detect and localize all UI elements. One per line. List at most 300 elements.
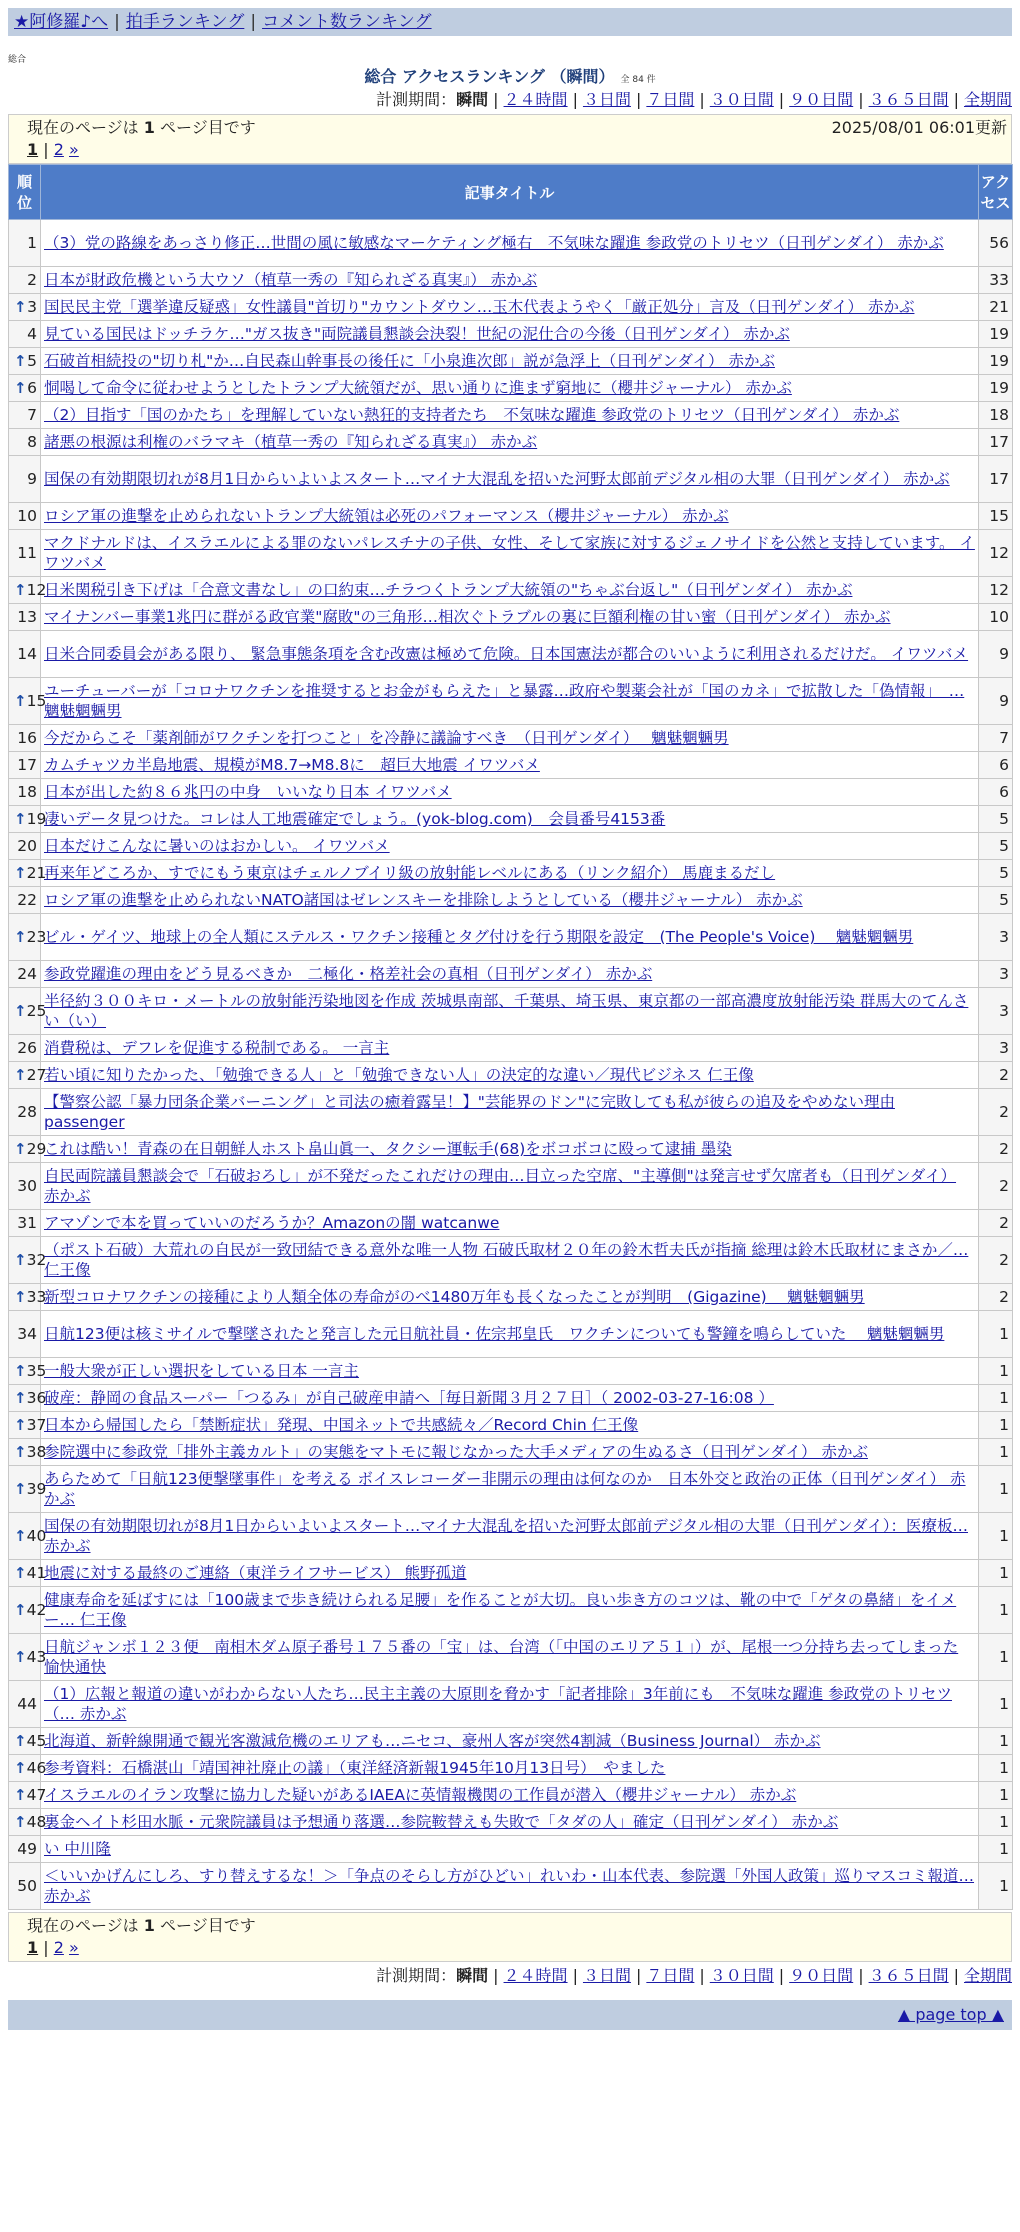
rank-cell: [9, 833, 41, 860]
top-nav-bar: [8, 8, 1012, 36]
table-row: [9, 752, 1013, 779]
title-cell: [41, 1035, 979, 1062]
rank-cell: [9, 1439, 47, 1466]
period-separator: |: [493, 1966, 499, 1985]
table-row: [9, 1681, 1013, 1728]
article-link[interactable]: 【警察公認「暴力団条企業バーニング」と司法の癒着露呈！】"芸能界のドン"に完敗しても私が彼らの追及をやめない理由 passenger: [44, 1093, 895, 1131]
rank-up-arrow-icon: ↑: [14, 1362, 27, 1380]
rank-number: 29: [26, 1140, 47, 1158]
rank-number: 18: [17, 783, 37, 801]
access-count: 2: [979, 1062, 1013, 1089]
table-row: [9, 1513, 1013, 1560]
title-cell: [41, 779, 979, 806]
rank-up-arrow-icon: ↑: [14, 1002, 27, 1020]
article-link[interactable]: アマゾンで本を買っていいのだろうか？Amazonの闇 watcanwe: [44, 1214, 500, 1232]
title-cell: [41, 914, 979, 961]
rank-cell: [9, 456, 41, 503]
rank-number: 24: [17, 965, 37, 983]
title-cell: [41, 725, 979, 752]
title-cell: [41, 1634, 979, 1681]
page-2-link[interactable]: 2: [53, 140, 64, 159]
title-cell: [41, 604, 979, 631]
article-link[interactable]: 石破首相続投の"切り札"か…自民森山幹事長の後任に「小泉進次郎」説が急浮上（日刊ゲンダイ） 赤かぶ: [44, 352, 775, 370]
article-link[interactable]: 恫喝して命令に従わせようとしたトランプ大統領だが、思い通りに進まず窮地に（櫻井ジャーナル） 赤かぶ: [44, 379, 792, 397]
rank-up-arrow-icon: ↑: [14, 581, 27, 599]
period-separator: |: [493, 90, 499, 109]
access-count: 5: [979, 887, 1013, 914]
title-cell: [41, 503, 979, 530]
access-count: 56: [979, 220, 1013, 267]
rank-cell: [9, 1210, 41, 1237]
period-link-1[interactable]: ３日間: [582, 90, 631, 109]
article-link[interactable]: 健康寿命を延ばすには「100歳まで歩き続けられる足腰」を作ることが大切。良い歩き方のコツは、靴の中で「ゲタの鼻緒」をイメー… 仁王像: [44, 1591, 957, 1629]
table-row: [9, 294, 1013, 321]
rank-number: 28: [17, 1103, 37, 1121]
rank-up-arrow-icon: ↑: [14, 1443, 27, 1461]
article-link[interactable]: ロシア軍の進撃を止められないNATO諸国はゼレンスキーを排除しようとしている（櫻井ジャーナル） 赤かぶ: [44, 891, 803, 909]
rank-number: 42: [26, 1601, 47, 1619]
article-link[interactable]: 参政党躍進の理由をどう見るべきか 二極化・格差社会の真相（日刊ゲンダイ） 赤かぶ: [44, 965, 653, 983]
access-count: 1: [979, 1439, 1013, 1466]
nav-separator: |: [250, 12, 257, 32]
article-link[interactable]: 日本が財政危機という大ウソ（植草一秀の『知られざる真実』） 赤かぶ: [44, 271, 538, 289]
rank-number: 31: [17, 1214, 37, 1232]
rank-up-arrow-icon: ↑: [14, 864, 27, 882]
article-link[interactable]: ビル・ゲイツ、地球上の全人類にステルス・ワクチン接種とタグ付けを行う期限を設定 (The People's Voice) 魑魅魍魎男: [44, 928, 914, 946]
access-count: 12: [979, 530, 1013, 577]
article-link[interactable]: 再来年どころか、すでにもう東京はチェルノブイリ級の放射能レベルにある（リンク紹介） 馬鹿まるだし: [44, 864, 776, 882]
table-row: [9, 503, 1013, 530]
table-row: [9, 429, 1013, 456]
access-count: 2: [979, 1136, 1013, 1163]
access-count: 3: [979, 1035, 1013, 1062]
article-link[interactable]: 自民両院議員懇談会で「石破おろし」が不発だったこれだけの理由…目立った空席、"主導側"は発言せず欠席者も（日刊ゲンダイ） 赤かぶ: [44, 1167, 957, 1205]
access-count: 2: [979, 1284, 1013, 1311]
access-count: 19: [979, 348, 1013, 375]
rank-number: 17: [17, 756, 37, 774]
title-cell: [41, 1385, 979, 1412]
rank-cell: [9, 530, 41, 577]
article-link[interactable]: （3）党の路線をあっさり修正…世間の風に敏感なマーケティング極右 不気味な躍進 参政党のトリセツ（日刊ゲンダイ） 赤かぶ: [44, 234, 944, 252]
article-link[interactable]: 凄いデータ見つけた。コレは人工地震確定でしょう。(yok-blog.com) 会員番号4153番: [44, 810, 666, 828]
access-count: 2: [979, 1163, 1013, 1210]
table-row: [9, 1782, 1013, 1809]
rank-number: 10: [17, 507, 37, 525]
rank-cell: [9, 1513, 47, 1560]
article-link[interactable]: 若い頃に知りたかった、「勉強できる人」と「勉強できない人」の決定的な違い／現代ビジネス 仁王像: [44, 1066, 754, 1084]
access-count: 9: [979, 678, 1013, 725]
title-cell: [41, 429, 979, 456]
pager-top: 現在のページは 1 ページ目です 2025/08/01 06:01更新 1 | 2 »: [8, 114, 1012, 164]
period-separator: |: [953, 1966, 959, 1985]
period-link-5[interactable]: ３６５日間: [868, 1966, 949, 1985]
article-link[interactable]: ＜いいかげんにしろ、すり替えするな！＞「争点のそらし方がひどい」れいわ・山本代表、参院選「外国人政策」巡りマスコミ報道… 赤かぶ: [44, 1867, 975, 1905]
article-link[interactable]: イスラエルのイラン攻撃に協力した疑いがあるIAEAに英情報機関の工作員が潜入（櫻井ジャーナル） 赤かぶ: [44, 1786, 797, 1804]
next-page-link[interactable]: »: [69, 140, 79, 159]
rank-number: 16: [17, 729, 37, 747]
article-link[interactable]: 北海道、新幹線開通で観光客激減危機のエリアも…ニセコ、豪州人客が突然4割減（Business Journal） 赤かぶ: [44, 1732, 821, 1750]
access-count: 1: [979, 1809, 1013, 1836]
rank-cell: [9, 887, 41, 914]
title-cell: [41, 988, 979, 1035]
period-label: 計測期間：: [376, 90, 457, 109]
access-count: 1: [979, 1385, 1013, 1412]
article-link[interactable]: （2）目指す「国のかたち」を理解していない熱狂的支持者たち 不気味な躍進 参政党のトリセツ（日刊ゲンダイ） 赤かぶ: [44, 406, 900, 424]
rank-cell: [9, 402, 41, 429]
access-count: 1: [979, 1560, 1013, 1587]
rank-up-arrow-icon: ↑: [14, 298, 27, 316]
article-link[interactable]: 日本だけこんなに暑いのはおかしい。 イワツバメ: [44, 837, 390, 855]
article-link[interactable]: 今だからこそ「薬剤師がワクチンを打つこと」を冷静に議論すべき （日刊ゲンダイ） 魑魅魍魎男: [44, 729, 729, 747]
title-cell: [41, 1728, 979, 1755]
title-cell: [41, 1836, 979, 1863]
clap-ranking-link[interactable]: 拍手ランキング: [125, 12, 245, 32]
rank-number: 50: [17, 1877, 37, 1895]
rank-cell: [9, 1089, 41, 1136]
title-cell: [41, 1681, 979, 1728]
rank-cell: [9, 1755, 47, 1782]
rank-number: 15: [26, 692, 47, 710]
title-cell: [41, 1863, 979, 1910]
article-link[interactable]: 日航ジャンボ１２３便 南相木ダム原子番号１７５番の「宝」は、台湾（「中国のエリア５１」）が、尾根一つ分持ち去ってしまった 愉快通快: [44, 1638, 959, 1676]
article-link[interactable]: 国保の有効期限切れが8月1日からいよいよスタート…マイナ大混乱を招いた河野太郎前デジタル相の大罪（日刊ゲンダイ） 赤かぶ: [44, 470, 950, 488]
rank-up-arrow-icon: ↑: [14, 1480, 27, 1498]
title-cell: [41, 678, 979, 725]
article-link[interactable]: ユーチューバーが「コロナワクチンを推奨するとお金がもらえた」と暴露…政府や製薬会社が「国のカネ」で拡散した「偽情報」 … 魑魅魍魎男: [44, 682, 965, 720]
rank-cell: [9, 725, 41, 752]
table-row: [9, 1587, 1013, 1634]
rank-cell: [9, 348, 41, 375]
access-count: 1: [979, 1863, 1013, 1910]
article-link[interactable]: 日米合同委員会がある限り、 緊急事態条項を含む改憲は極めて危険。日本国憲法が都合のいいように利用されるだけだ。 イワツバメ: [44, 645, 969, 663]
access-count: 1: [979, 1311, 1013, 1358]
period-separator: |: [572, 90, 578, 109]
table-row: [9, 1358, 1013, 1385]
article-link[interactable]: 諸悪の根源は利権のバラマキ（植草一秀の『知られざる真実』） 赤かぶ: [44, 433, 538, 451]
page-status: 現在のページは 1 ページ目です: [27, 1916, 256, 1935]
rank-up-arrow-icon: ↑: [14, 352, 27, 370]
rank-cell: [9, 577, 47, 604]
access-count: 9: [979, 631, 1013, 678]
title-cell: [41, 267, 979, 294]
table-row: [9, 1163, 1013, 1210]
title-cell: [41, 1237, 979, 1284]
table-row: [9, 321, 1013, 348]
table-row: [9, 1466, 1013, 1513]
rank-up-arrow-icon: ↑: [14, 1648, 27, 1666]
access-count: 12: [979, 577, 1013, 604]
article-link[interactable]: 裏金ヘイト杉田水脈・元衆院議員は予想通り落選…参院鞍替えも失敗で「タダの人」確定（日刊ゲンダイ） 赤かぶ: [44, 1813, 839, 1831]
period-separator: |: [858, 1966, 864, 1985]
rank-cell: [9, 1237, 47, 1284]
table-row: [9, 1728, 1013, 1755]
period-separator: |: [572, 1966, 578, 1985]
article-link[interactable]: 一般大衆が正しい選択をしている日本 一言主: [44, 1362, 359, 1380]
table-row: [9, 988, 1013, 1035]
access-count: 3: [979, 961, 1013, 988]
article-link[interactable]: マイナンバー事業1兆円に群がる政官業"腐敗"の三角形…相次ぐトラブルの裏に巨額利権の甘い蜜（日刊ゲンダイ） 赤かぶ: [44, 608, 891, 626]
title-cell: [41, 860, 979, 887]
rank-cell: [9, 220, 41, 267]
rank-number: 25: [26, 1002, 47, 1020]
rank-up-arrow-icon: ↑: [14, 1288, 27, 1306]
rank-up-arrow-icon: ↑: [14, 1066, 27, 1084]
rank-cell: [9, 1728, 47, 1755]
rank-cell: [9, 1412, 47, 1439]
access-count: 10: [979, 604, 1013, 631]
title-cell: [41, 1412, 979, 1439]
access-count: 3: [979, 914, 1013, 961]
title-cell: [41, 1210, 979, 1237]
rank-cell: [9, 1466, 47, 1513]
access-count: 6: [979, 752, 1013, 779]
rank-cell: [9, 1782, 47, 1809]
table-row: [9, 604, 1013, 631]
table-row: [9, 1210, 1013, 1237]
rank-cell: [9, 1836, 41, 1863]
page-title: [0, 66, 1020, 88]
rank-number: 19: [26, 810, 47, 828]
article-link[interactable]: 半径約３００キロ・メートルの放射能汚染地図を作成 茨城県南部、千葉県、埼玉県、東京都の一部高濃度放射能汚染 群馬大のてんさい（い）: [44, 992, 969, 1030]
rank-number: 48: [26, 1813, 47, 1831]
article-link[interactable]: 日米関税引き下げは「合意文書なし」の口約束…チラつくトランプ大統領の"ちゃぶ台返し"（日刊ゲンダイ） 赤かぶ: [44, 581, 853, 599]
rank-cell: [9, 1311, 41, 1358]
rank-number: 13: [17, 608, 37, 626]
title-cell: [41, 806, 979, 833]
period-separator: |: [778, 1966, 785, 1985]
access-count: 1: [979, 1358, 1013, 1385]
period-link-1[interactable]: ３日間: [582, 1966, 631, 1985]
access-count: 15: [979, 503, 1013, 530]
next-page-link[interactable]: »: [69, 1938, 79, 1957]
table-row: [9, 1836, 1013, 1863]
period-link-3[interactable]: ３０日間: [709, 90, 774, 109]
article-link[interactable]: 破産：静岡の食品スーパー「つるみ」が自己破産申請へ［毎日新聞３月２７日］（ 2002-03-27-16:08 ）: [44, 1389, 774, 1407]
rank-number: 3: [27, 298, 37, 316]
access-count: 6: [979, 779, 1013, 806]
article-link[interactable]: 消費税は、デフレを促進する税制である。 一言主: [44, 1039, 390, 1057]
rank-cell: [9, 914, 47, 961]
rank-number: 1: [27, 234, 37, 252]
rank-number: 9: [27, 470, 37, 488]
rank-number: 37: [26, 1416, 47, 1434]
col-rank-header: 順位: [9, 165, 41, 220]
title-cell: [41, 1311, 979, 1358]
article-link[interactable]: 見ている国民はドッチラケ…"ガス抜き"両院議員懇談会決裂！世紀の泥仕合の今後（日刊ゲンダイ） 赤かぶ: [44, 325, 790, 343]
table-row: [9, 1634, 1013, 1681]
rank-cell: [9, 1284, 47, 1311]
period-link-2[interactable]: ７日間: [646, 90, 695, 109]
period-separator: |: [635, 90, 642, 109]
period-link-5[interactable]: ３６５日間: [868, 90, 949, 109]
rank-number: 38: [26, 1443, 47, 1461]
rank-number: 20: [17, 837, 37, 855]
rank-number: 30: [17, 1177, 37, 1195]
article-link[interactable]: カムチャツカ半島地震、規模がM8.7→M8.8に 超巨大地震 イワツバメ: [44, 756, 540, 774]
period-link-0[interactable]: ２４時間: [503, 90, 568, 109]
rank-number: 27: [26, 1066, 47, 1084]
rank-cell: [9, 988, 47, 1035]
rank-up-arrow-icon: ↑: [14, 1564, 27, 1582]
rank-cell: [9, 1560, 47, 1587]
pager-bottom: 現在のページは 1 ページ目です 1 | 2 »: [8, 1912, 1012, 1962]
rank-number: 49: [17, 1840, 37, 1858]
access-count: 1: [979, 1836, 1013, 1863]
title-cell: [41, 961, 979, 988]
article-link[interactable]: 国民民主党「選挙違反疑惑」女性議員"首切り"カウントダウン…玉木代表ようやく「厳正処分」言及（日刊ゲンダイ） 赤かぶ: [44, 298, 915, 316]
table-row: [9, 1809, 1013, 1836]
rank-up-arrow-icon: ↑: [14, 1786, 27, 1804]
period-link-4[interactable]: ９０日間: [789, 1966, 854, 1985]
access-count: 1: [979, 1728, 1013, 1755]
title-cell: [41, 294, 979, 321]
rank-up-arrow-icon: ↑: [14, 1527, 27, 1545]
period-separator: |: [699, 1966, 705, 1985]
period-link-4[interactable]: ９０日間: [789, 90, 854, 109]
title-cell: [41, 1089, 979, 1136]
comment-ranking-link[interactable]: コメント数ランキング: [262, 12, 432, 32]
rank-up-arrow-icon: ↑: [14, 1732, 27, 1750]
rank-cell: [9, 503, 41, 530]
table-row: [9, 1035, 1013, 1062]
title-cell: [41, 348, 979, 375]
home-link[interactable]: ★阿修羅♪へ: [14, 12, 109, 32]
title-cell: [41, 752, 979, 779]
title-cell: [41, 631, 979, 678]
rank-number: 43: [26, 1648, 47, 1666]
rank-number: 44: [17, 1695, 37, 1713]
article-link[interactable]: （1）広報と報道の違いがわからない人たち…民主主義の大原則を脅かす「記者排除」3年前にも 不気味な躍進 参政党のトリセツ（… 赤かぶ: [44, 1685, 952, 1723]
title-cell: [41, 456, 979, 503]
rank-cell: [9, 961, 41, 988]
title-cell: [41, 1163, 979, 1210]
title-cell: [41, 402, 979, 429]
article-link[interactable]: 地震に対する最終のご連絡（東洋ライフサービス） 熊野孤道: [44, 1564, 467, 1582]
period-selector-top: [0, 88, 1012, 112]
page-1-current: 1: [27, 1938, 39, 1957]
rank-number: 5: [27, 352, 37, 370]
rank-number: 36: [26, 1389, 47, 1407]
article-link[interactable]: 参院選中に参政党「排外主義カルト」の実態をマトモに報じなかった大手メディアの生ぬるさ（日刊ゲンダイ） 赤かぶ: [44, 1443, 868, 1461]
period-link-0[interactable]: ２４時間: [503, 1966, 568, 1985]
rank-number: 7: [27, 406, 37, 424]
article-link[interactable]: 新型コロナワクチンの接種により人類全体の寿命がのべ1480万年も長くなったことが判明 (Gigazine) 魑魅魍魎男: [44, 1288, 865, 1306]
article-link[interactable]: ロシア軍の進撃を止められないトランプ大統領は必死のパフォーマンス（櫻井ジャーナル） 赤かぶ: [44, 507, 729, 525]
table-row: [9, 402, 1013, 429]
rank-up-arrow-icon: ↑: [14, 1601, 27, 1619]
rank-number: 6: [27, 379, 37, 397]
access-count: 3: [979, 988, 1013, 1035]
page-2-link[interactable]: 2: [53, 1938, 64, 1957]
period-separator: |: [778, 90, 785, 109]
rank-number: 26: [17, 1039, 37, 1057]
access-count: 1: [979, 1587, 1013, 1634]
rank-up-arrow-icon: ↑: [14, 810, 27, 828]
page-top-link[interactable]: ▲ page top ▲: [897, 2005, 1004, 2024]
access-count: 2: [979, 1210, 1013, 1237]
article-link[interactable]: マクドナルドは、イスラエルによる罪のないパレスチナの子供、女性、そして家族に対するジェノサイドを公然と支持しています。 イワツバメ: [44, 534, 975, 572]
access-count: 21: [979, 294, 1013, 321]
period-link-2[interactable]: ７日間: [646, 1966, 695, 1985]
rank-number: 11: [17, 544, 37, 562]
rank-cell: [9, 375, 41, 402]
table-row: [9, 1412, 1013, 1439]
table-row: [9, 1089, 1013, 1136]
rank-up-arrow-icon: ↑: [14, 1759, 27, 1777]
access-count: 5: [979, 833, 1013, 860]
table-row: [9, 375, 1013, 402]
rank-up-arrow-icon: ↑: [14, 1416, 27, 1434]
rank-number: 22: [17, 891, 37, 909]
rank-cell: [9, 1163, 41, 1210]
article-link[interactable]: 日航123便は核ミサイルで撃墜されたと発言した元日航社員・佐宗邦皇氏 ワクチンについても警鐘を鳴らしていた 魑魅魍魎男: [44, 1325, 945, 1343]
access-count: 33: [979, 267, 1013, 294]
table-row: [9, 1237, 1013, 1284]
table-row: [9, 1284, 1013, 1311]
rank-number: 14: [17, 645, 37, 663]
access-count: 1: [979, 1681, 1013, 1728]
period-link-6[interactable]: 全期間: [963, 1966, 1012, 1985]
table-row: [9, 887, 1013, 914]
access-count: 17: [979, 429, 1013, 456]
rank-number: 21: [26, 864, 47, 882]
title-cell: [41, 321, 979, 348]
period-label: 計測期間：: [376, 1966, 457, 1985]
rank-cell: [9, 1681, 41, 1728]
title-cell: [41, 1062, 979, 1089]
nav-separator: |: [114, 12, 120, 32]
title-cell: [41, 1560, 979, 1587]
title-cell: [41, 577, 979, 604]
page-status: 現在のページは 1 ページ目です: [27, 118, 256, 137]
title-cell: [41, 1513, 979, 1560]
bottom-bar: [8, 2000, 1012, 2030]
table-row: [9, 1062, 1013, 1089]
rank-cell: [9, 752, 41, 779]
title-cell: [41, 220, 979, 267]
access-count: 2: [979, 1237, 1013, 1284]
period-current: 瞬間: [456, 1966, 489, 1985]
table-row: [9, 456, 1013, 503]
rank-number: 39: [26, 1480, 47, 1498]
rank-number: 46: [26, 1759, 47, 1777]
table-row: [9, 1560, 1013, 1587]
article-link[interactable]: 国保の有効期限切れが8月1日からいよいよスタート…マイナ大混乱を招いた河野太郎前デジタル相の大罪（日刊ゲンダイ）：医療板… 赤かぶ: [44, 1517, 968, 1555]
article-link[interactable]: （ポスト石破）大荒れの自民が一致団結できる意外な唯一人物 石破氏取材２０年の鈴木哲夫氏が指摘 総理は鈴木氏取材にまさか／… 仁王像: [44, 1241, 969, 1279]
rank-number: 8: [27, 433, 37, 451]
article-link[interactable]: 日本が出した約８６兆円の中身 いいなり日本 イワツバメ: [44, 783, 452, 801]
article-link[interactable]: 日本から帰国したら「禁断症状」発現、中国ネットで共感続々／Record Chin 仁王像: [44, 1416, 639, 1434]
title-cell: [41, 887, 979, 914]
rank-number: 34: [17, 1325, 37, 1343]
item-count: 全 84 件: [620, 75, 656, 85]
rank-up-arrow-icon: ↑: [14, 1140, 27, 1158]
article-link[interactable]: これは酷い！青森の在日朝鮮人ホスト畠山眞一、タクシー運転手(68)をボコボコに殴って逮捕 墨染: [44, 1140, 732, 1158]
period-link-3[interactable]: ３０日間: [709, 1966, 774, 1985]
period-link-6[interactable]: 全期間: [963, 90, 1012, 109]
table-row: [9, 577, 1013, 604]
page-1-current: 1: [27, 140, 39, 159]
table-row: [9, 914, 1013, 961]
article-link[interactable]: い 中川隆: [44, 1840, 111, 1858]
article-link[interactable]: あらためて「日航123便撃墜事件」を考える ボイスレコーダー非開示の理由は何なのか 日本外交と政治の正体（日刊ゲンダイ） 赤かぶ: [44, 1470, 966, 1508]
table-row: [9, 1863, 1013, 1910]
rank-up-arrow-icon: ↑: [14, 928, 27, 946]
title-cell: [41, 375, 979, 402]
rank-number: 45: [26, 1732, 47, 1750]
title-cell: [41, 833, 979, 860]
article-link[interactable]: 参考資料：石橋湛山「靖国神社廃止の議」（東洋経済新報1945年10月13日号） やました: [44, 1759, 666, 1777]
